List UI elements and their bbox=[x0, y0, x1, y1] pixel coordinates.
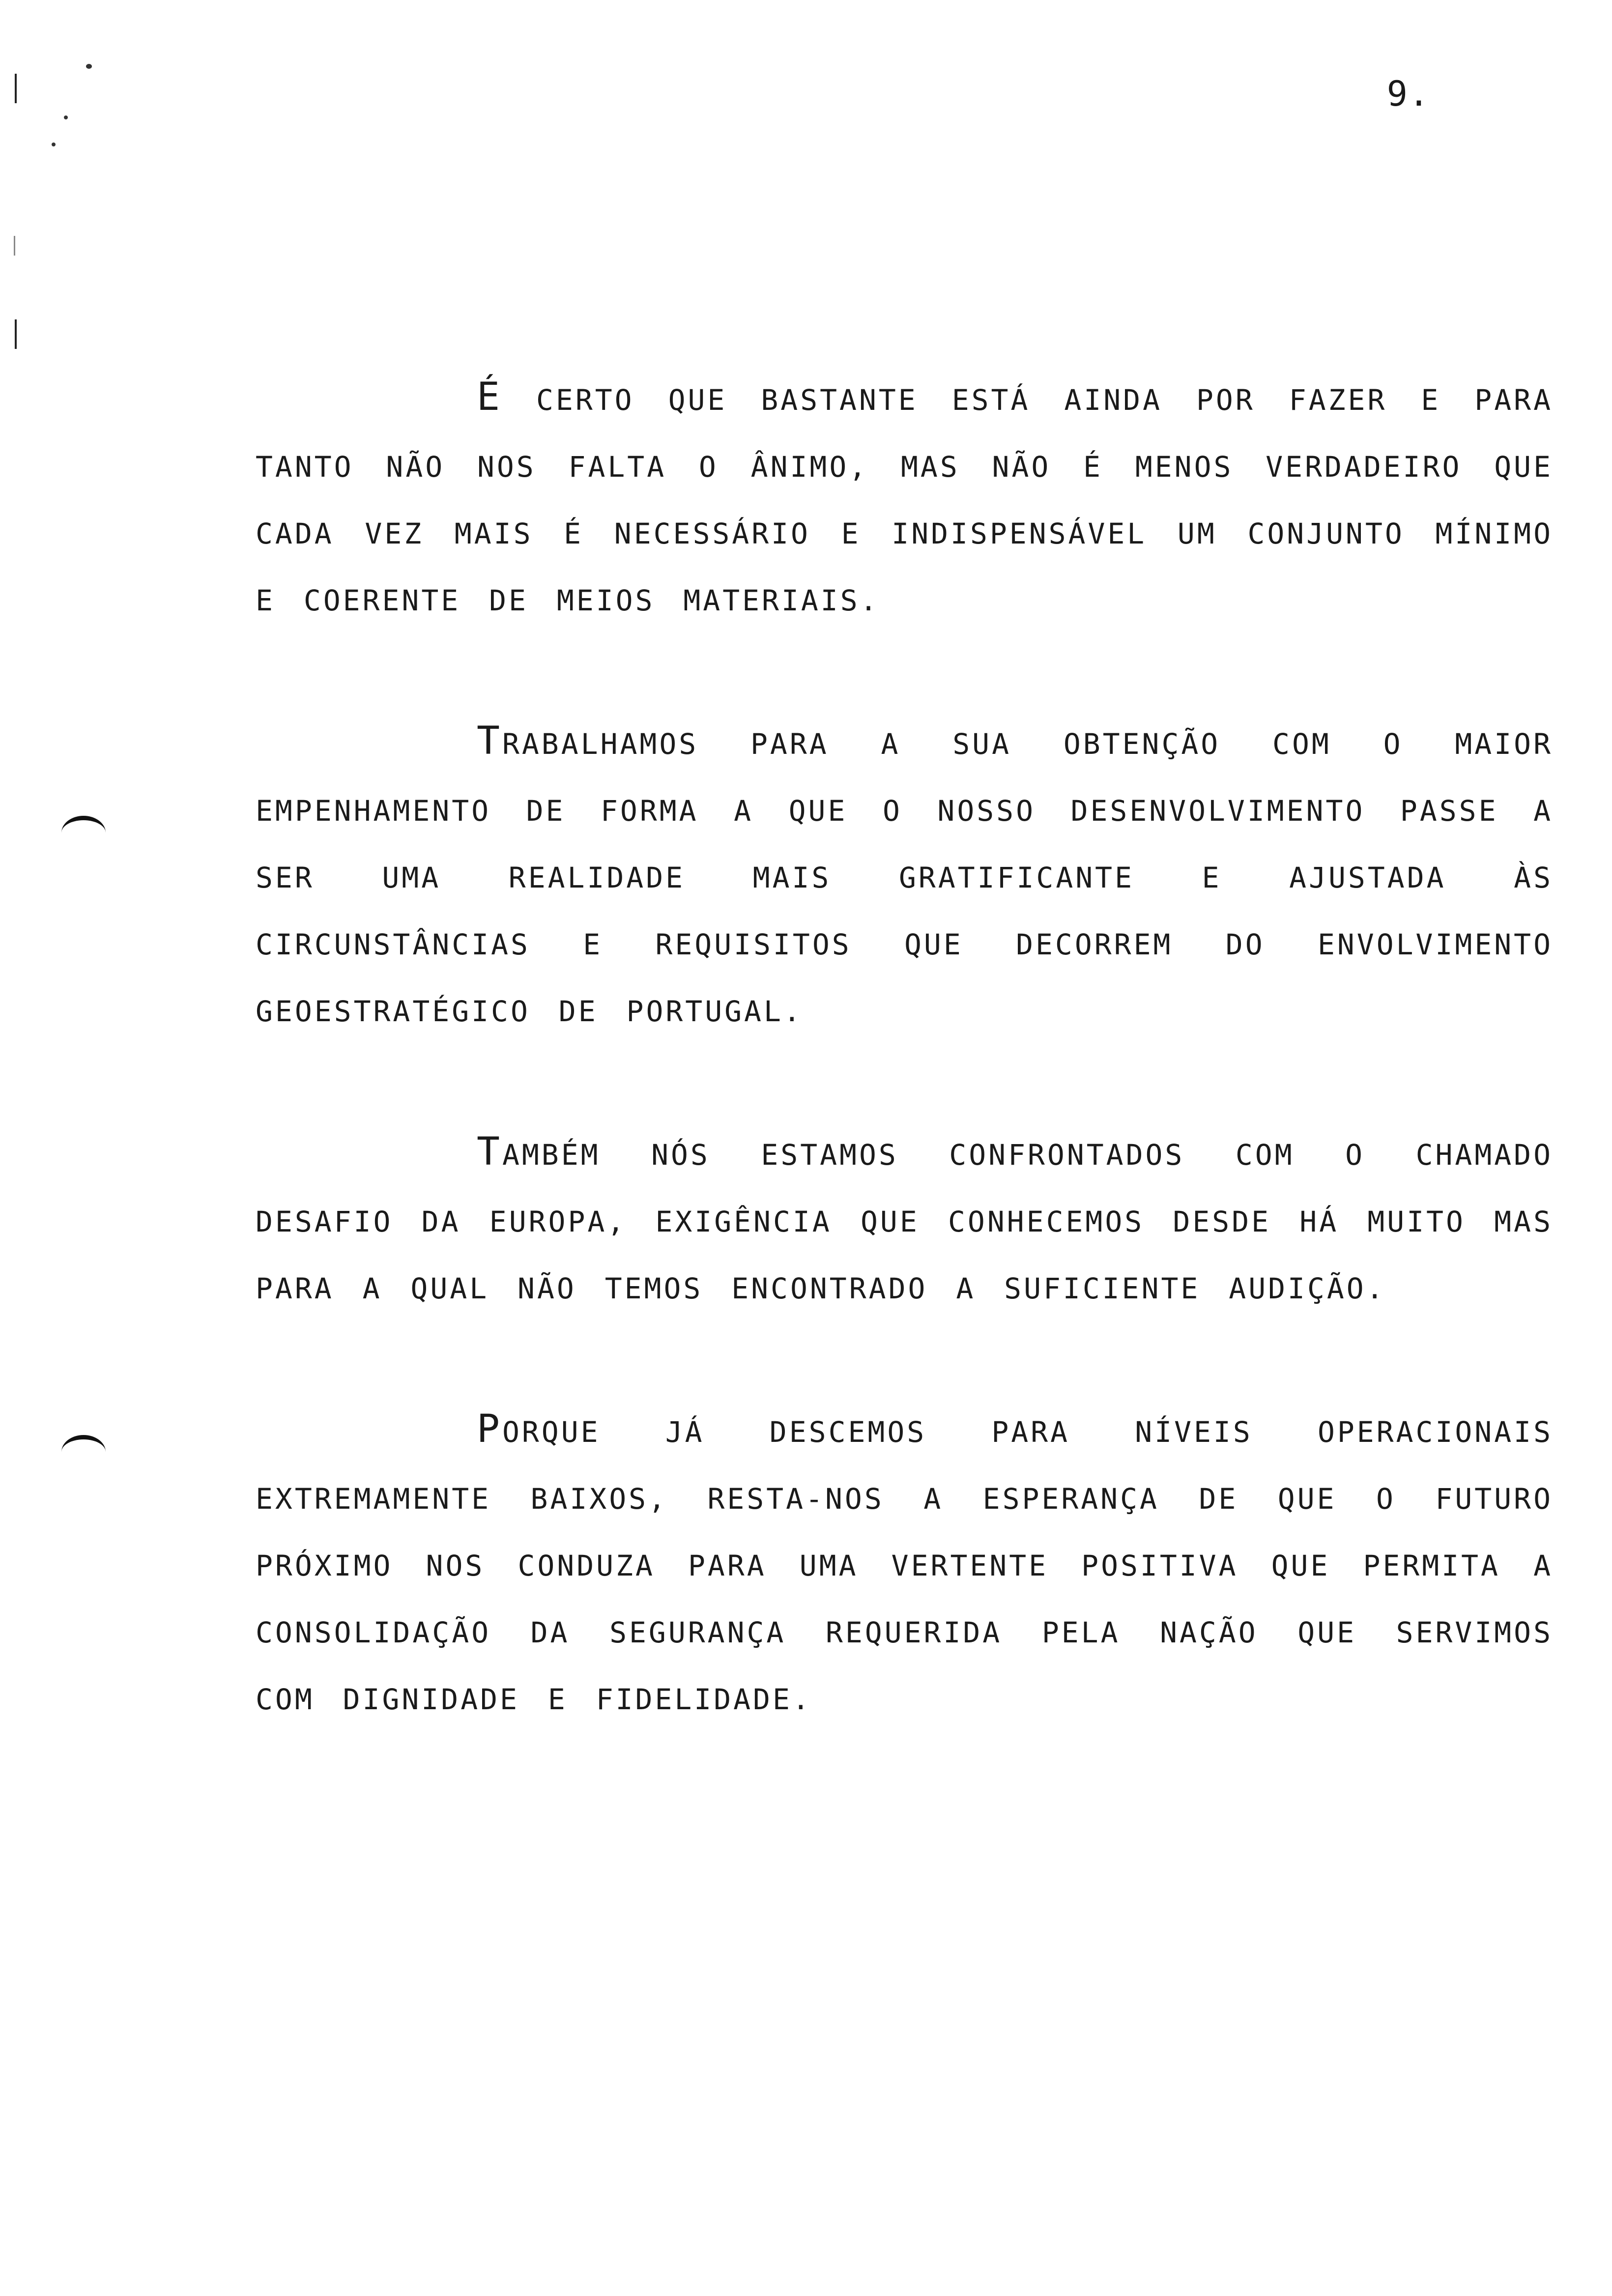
paragraph-4: PORQUE JÁ DESCEMOS PARA NÍVEIS OPERACIONAIS EXTREMAMENTE BAIXOS, RESTA-NOS A ESPERANÇA DE QUE O FUTURO PRÓXIMO NOS CONDUZA PARA UMA VERTENTE POSITIVA QUE PERMITA A CONSOLIDAÇÃO DA SEGURANÇA REQUERIDA PELA NAÇÃO QUE SERVIMOS COM DIGNIDADE E FIDELIDADE. bbox=[256, 1407, 1553, 1716]
scan-mark bbox=[15, 74, 17, 103]
scan-speck bbox=[86, 64, 92, 69]
scan-speck bbox=[52, 143, 56, 146]
paragraph-2: TRABALHAMOS PARA A SUA OBTENÇÃO COM O MAIOR EMPENHAMENTO DE FORMA A QUE O NOSSO DESENVOLVIMENTO PASSE A SER UMA REALIDADE MAIS GRATIFICANTE E AJUSTADA ÀS CIRCUNSTÂNCIAS E REQUISITOS QUE DECORREM DO ENVOLVIMENTO GEOESTRATÉGICO DE PORTUGAL. bbox=[256, 719, 1553, 1028]
punch-hole-mark bbox=[61, 816, 106, 850]
scan-mark bbox=[14, 236, 15, 256]
body-text bbox=[256, 364, 1553, 1807]
paragraph-1: É CERTO QUE BASTANTE ESTÁ AINDA POR FAZER E PARA TANTO NÃO NOS FALTA O ÂNIMO, MAS NÃO É MENOS VERDADEIRO QUE CADA VEZ MAIS É NECESSÁRIO E INDISPENSÁVEL UM CONJUNTO MÍNIMO E COERENTE DE MEIOS MATERIAIS. bbox=[256, 375, 1553, 617]
scan-mark bbox=[15, 319, 17, 349]
punch-hole-mark bbox=[61, 1435, 106, 1469]
scan-speck bbox=[64, 115, 68, 119]
page-number: 9. bbox=[1386, 74, 1430, 114]
paragraph-3: TAMBÉM NÓS ESTAMOS CONFRONTADOS COM O CHAMADO DESAFIO DA EUROPA, EXIGÊNCIA QUE CONHECEMOS DESDE HÁ MUITO MAS PARA A QUAL NÃO TEMOS ENCONTRADO A SUFICIENTE AUDIÇÃO. bbox=[256, 1130, 1553, 1305]
